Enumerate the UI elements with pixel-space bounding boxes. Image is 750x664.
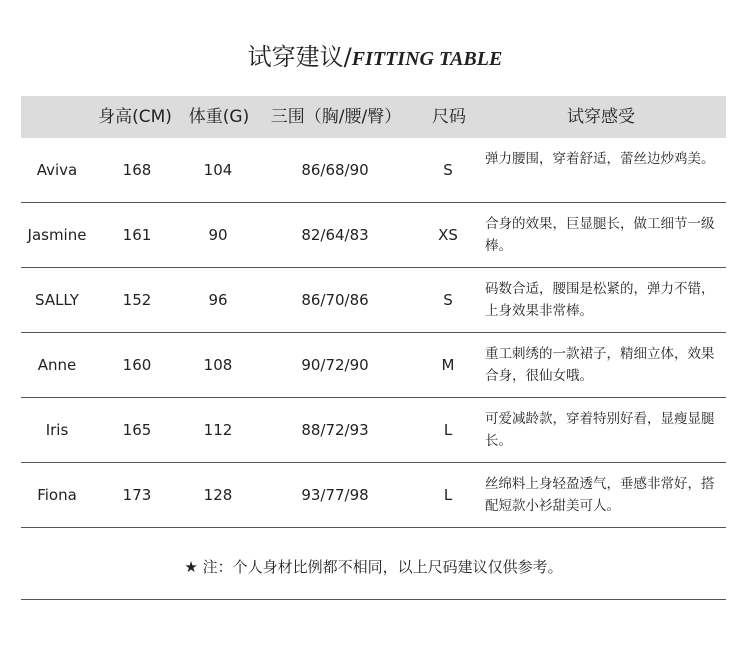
cell-height: 168: [122, 161, 152, 179]
cell-review: 可爱减龄款，穿着特别好看，显瘦显腿长。: [485, 411, 715, 449]
page-title: [0, 40, 750, 76]
cell-review: 弹力腰围，穿着舒适，蕾丝边炒鸡美。: [485, 151, 715, 167]
cell-height: 161: [122, 226, 152, 244]
title-zh: 试穿建议/: [247, 43, 352, 71]
cell-height: 152: [122, 291, 152, 309]
header-review: 试穿感受: [567, 107, 635, 127]
table-row: [21, 333, 726, 398]
cell-weight: 90: [208, 226, 228, 244]
table-row: [21, 268, 726, 333]
cell-measurements: 90/72/90: [301, 356, 369, 374]
fitting-table: [21, 96, 726, 528]
table-row: [21, 138, 726, 203]
cell-weight: 104: [203, 161, 233, 179]
cell-name: Fiona: [37, 486, 77, 504]
cell-height: 160: [122, 356, 152, 374]
cell-review: 码数合适，腰围是松紧的，弹力不错，上身效果非常棒。: [485, 281, 715, 319]
table-row: [21, 203, 726, 268]
cell-size: M: [441, 356, 455, 374]
cell-name: Jasmine: [27, 226, 87, 244]
table-row: [21, 463, 726, 528]
cell-size: S: [443, 291, 453, 309]
cell-height: 165: [122, 421, 152, 439]
cell-weight: 112: [203, 421, 233, 439]
cell-name: Iris: [45, 421, 69, 439]
cell-name: SALLY: [35, 291, 79, 309]
header-height: 身高(CM): [98, 107, 172, 127]
cell-review: 重工刺绣的一款裙子，精细立体，效果合身，很仙女哦。: [485, 346, 715, 384]
cell-measurements: 82/64/83: [301, 226, 369, 244]
cell-size: L: [443, 486, 453, 504]
cell-size: XS: [438, 226, 458, 244]
title-en: FITTING TABLE: [351, 48, 503, 70]
cell-name: Aviva: [36, 161, 78, 179]
footnote: ★ 注：个人身材比例都不相同，以上尺码建议仅供参考。: [21, 535, 726, 600]
cell-name: Anne: [37, 356, 77, 374]
cell-measurements: 88/72/93: [301, 421, 369, 439]
cell-size: L: [443, 421, 453, 439]
header-measurements: 三围（胸/腰/臀）: [270, 107, 402, 127]
cell-measurements: 93/77/98: [301, 486, 369, 504]
cell-measurements: 86/70/86: [301, 291, 369, 309]
header-size: 尺码: [432, 107, 466, 127]
cell-weight: 108: [203, 356, 233, 374]
table-row: [21, 398, 726, 463]
cell-measurements: 86/68/90: [301, 161, 369, 179]
cell-weight: 128: [203, 486, 233, 504]
cell-height: 173: [122, 486, 152, 504]
cell-review: 合身的效果，巨显腿长，做工细节一级棒。: [485, 216, 715, 254]
cell-size: S: [443, 161, 453, 179]
table-header: [21, 96, 726, 138]
cell-review: 丝绵料上身轻盈透气，垂感非常好，搭配短款小衫甜美可人。: [485, 476, 715, 514]
header-weight: 体重(G): [188, 107, 250, 127]
cell-weight: 96: [208, 291, 228, 309]
